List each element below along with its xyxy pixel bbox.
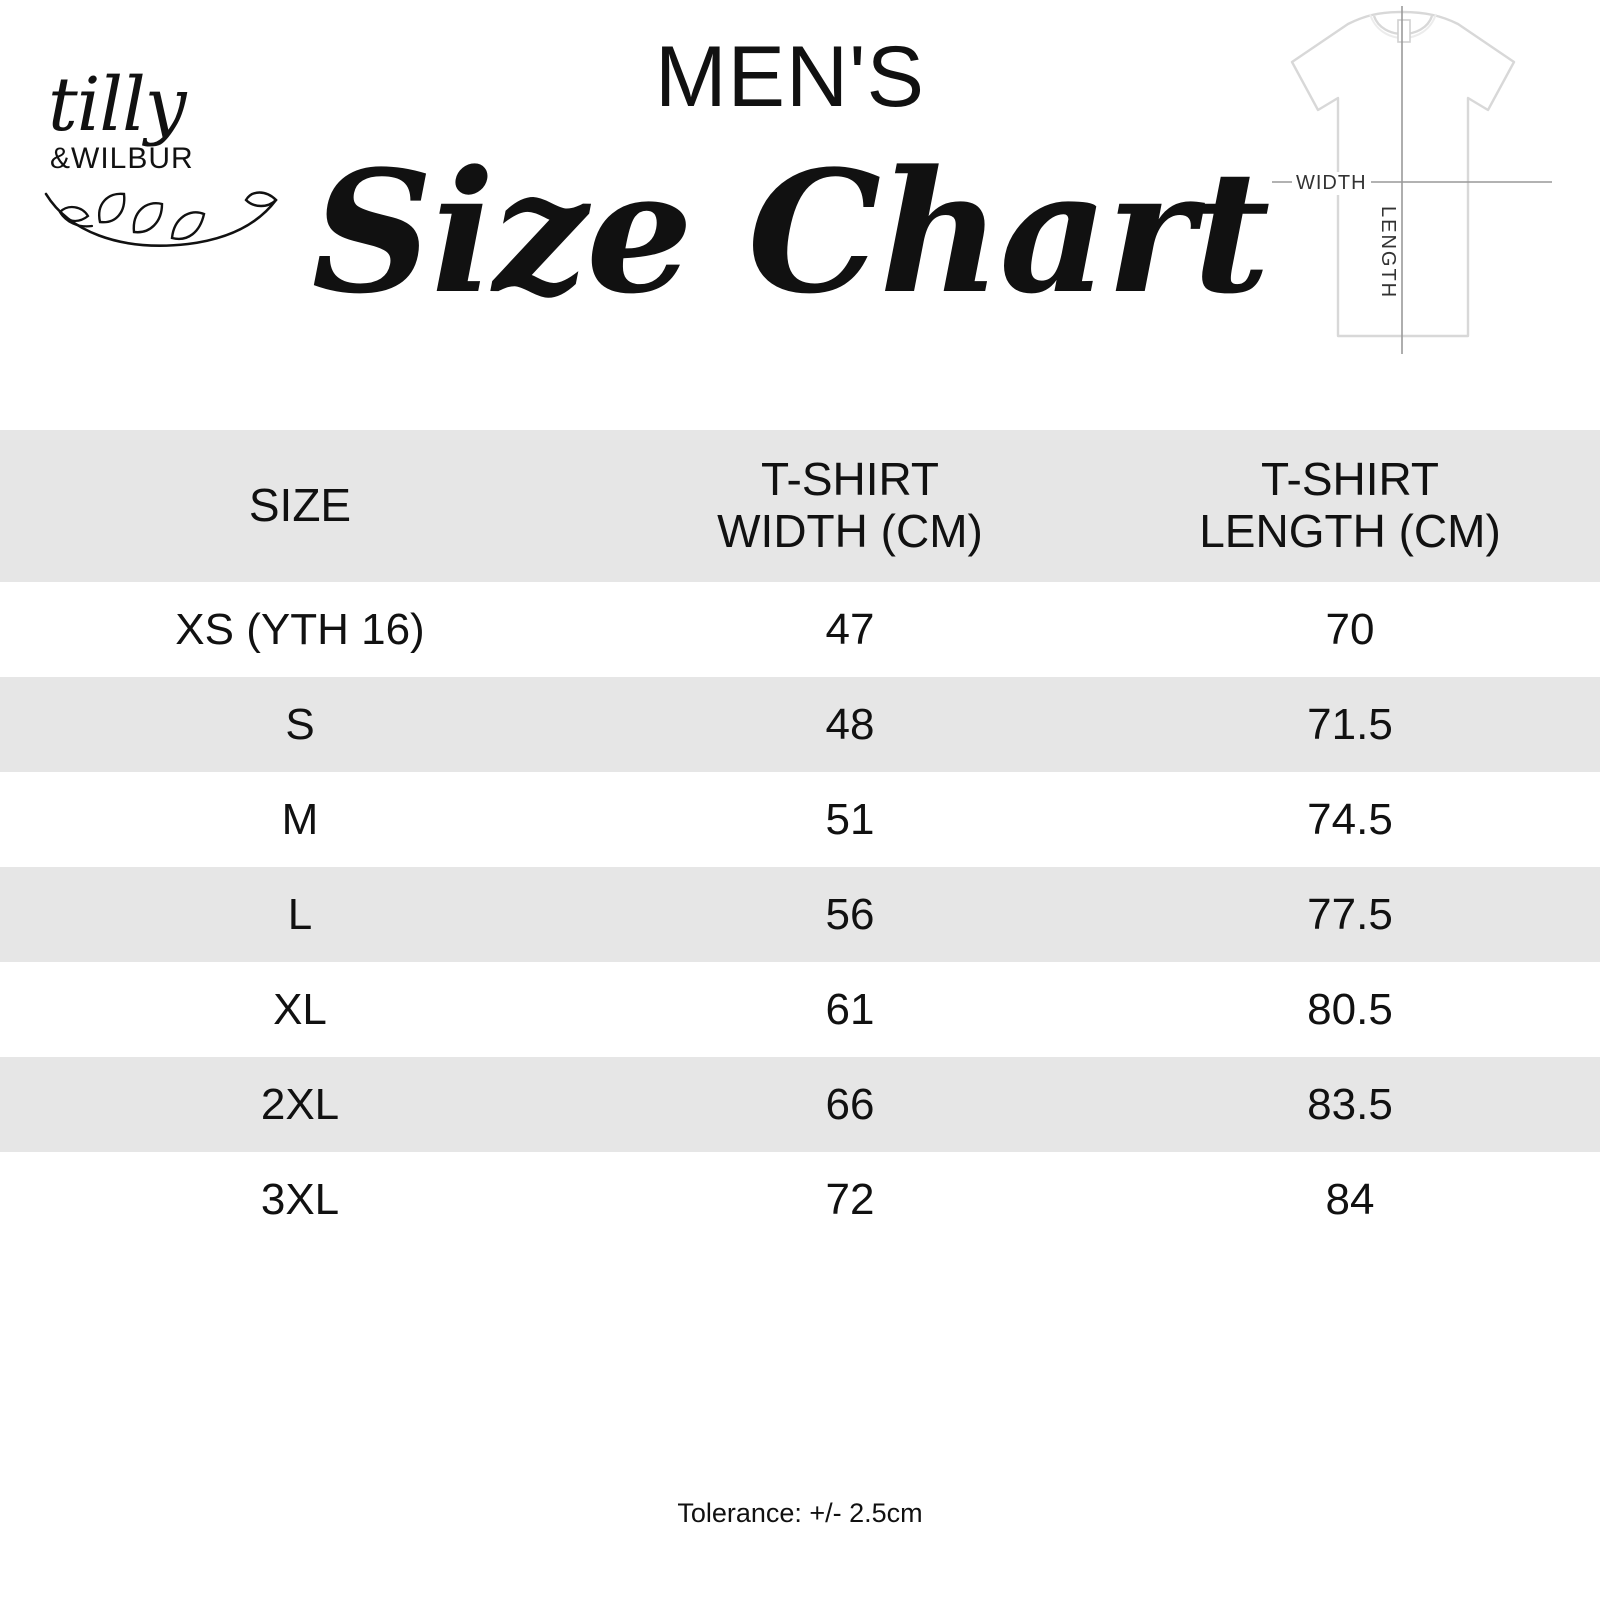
- cell-length: 70: [1325, 604, 1375, 654]
- cell-width: 48: [825, 699, 875, 749]
- cell-size: XL: [273, 984, 327, 1034]
- cell-width: 72: [825, 1174, 875, 1224]
- table-row: [0, 1057, 1600, 1152]
- column-header-width-line1: T-SHIRT: [760, 453, 940, 506]
- column-header-width: [600, 454, 1100, 557]
- table-row: [0, 962, 1600, 1057]
- cell-length: 80.5: [1307, 984, 1393, 1034]
- cell-length: 83.5: [1307, 1079, 1393, 1129]
- column-header-length-line1: T-SHIRT: [1260, 453, 1440, 506]
- leaf-branch-icon: [38, 182, 294, 267]
- cell-size: M: [281, 794, 319, 844]
- cell-width: 56: [825, 889, 875, 939]
- tolerance-note: Tolerance: +/- 2.5cm: [677, 1498, 923, 1528]
- table-row: [0, 772, 1600, 867]
- table-row: [0, 867, 1600, 962]
- chart-header: [0, 0, 1600, 430]
- diagram-width-label: WIDTH: [1292, 172, 1371, 195]
- cell-size: S: [285, 699, 315, 749]
- title-top: MEN'S: [655, 29, 925, 125]
- brand-logo: [34, 62, 294, 320]
- column-header-width-line2: WIDTH (CM): [717, 505, 983, 557]
- cell-length: 84: [1325, 1174, 1375, 1224]
- cell-length: 77.5: [1307, 889, 1393, 939]
- brand-name: tilly: [48, 62, 186, 148]
- tshirt-measurement-icon: [1252, 6, 1582, 356]
- cell-length: 71.5: [1307, 699, 1393, 749]
- cell-width: 47: [825, 604, 875, 654]
- title-script: Size Chart: [311, 133, 1269, 331]
- cell-length: 74.5: [1307, 794, 1393, 844]
- table-row: [0, 582, 1600, 677]
- size-chart-table: [0, 430, 1600, 1247]
- cell-width: 61: [825, 984, 875, 1034]
- table-row: [0, 677, 1600, 772]
- page-title: [300, 29, 1280, 331]
- table-header-row: [0, 430, 1600, 582]
- column-header-length-line2: LENGTH (CM): [1199, 505, 1501, 557]
- cell-size: L: [287, 889, 313, 939]
- cell-size: XS (YTH 16): [175, 604, 425, 654]
- cell-width: 66: [825, 1079, 875, 1129]
- table-row: [0, 1152, 1600, 1247]
- diagram-length-label: LENGTH: [1376, 202, 1399, 303]
- cell-size: 3XL: [260, 1174, 340, 1224]
- brand-subname: &WILBUR: [50, 142, 194, 176]
- cell-size: 2XL: [260, 1079, 340, 1129]
- column-header-length: [1100, 454, 1600, 557]
- cell-width: 51: [825, 794, 875, 844]
- column-header-size: SIZE: [248, 479, 352, 532]
